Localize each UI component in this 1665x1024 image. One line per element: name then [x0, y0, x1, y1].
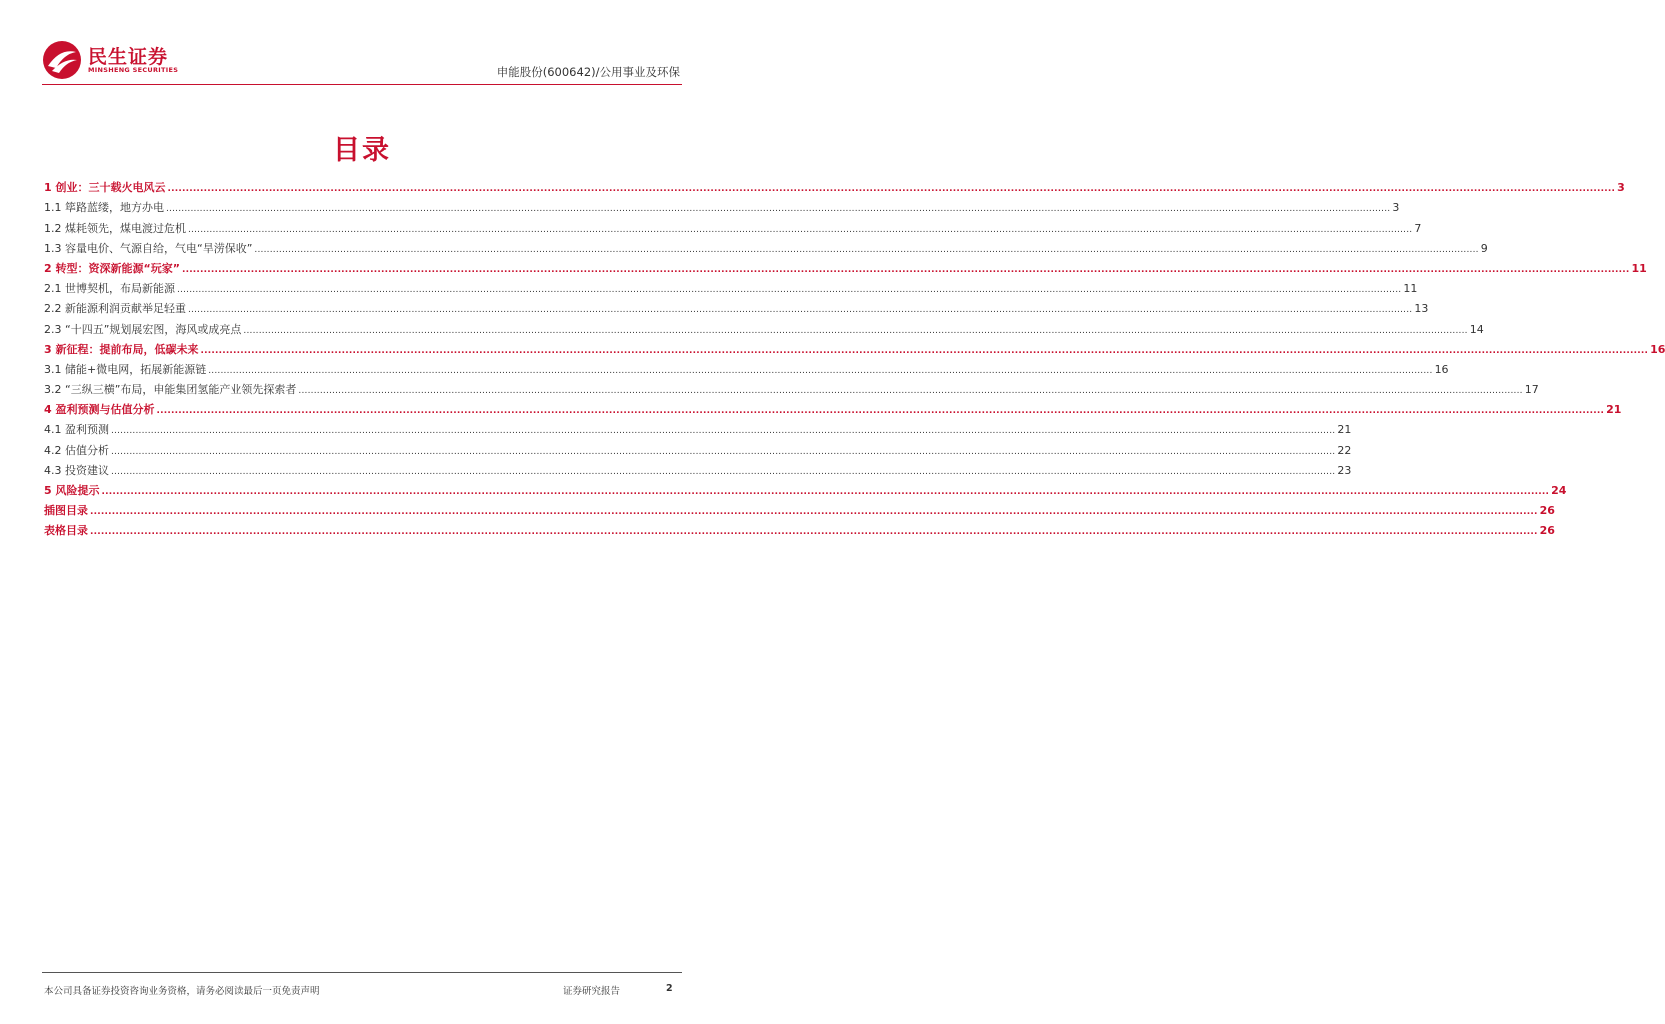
- toc-dot-leader: ................................................................................................................................................................................................................................................................................................................................................................................................................: [243, 325, 1468, 336]
- toc-section-entry[interactable]: [44, 478, 1567, 498]
- toc-subsection-entry[interactable]: [44, 357, 1449, 377]
- toc-entry-page: 16: [1434, 362, 1449, 376]
- toc-dot-leader: ................................................................................................................................................................................................................................................................................................................................................................................................................: [254, 244, 1479, 255]
- toc-entry-label: 1 创业：三十载火电风云: [44, 181, 166, 195]
- toc-subsection-entry[interactable]: [44, 377, 1539, 397]
- toc-dot-leader: ................................................................................................................................................................................................................................................................................................................................................................................................................: [188, 224, 1413, 235]
- toc-entry-label: 2.3 “十四五”规划展宏图，海风或成亮点: [44, 322, 242, 336]
- toc-dot-leader: ................................................................................................................................................................................................................................................................................................................................................................................................................: [111, 446, 1336, 457]
- toc-entry-page: 3: [1617, 181, 1625, 195]
- toc-dot-leader: ................................................................................................................................................................................................................................................................................................................................................................................................................: [208, 365, 1433, 376]
- toc-dot-leader: ................................................................................................................................................................................................................................................................................................................................................................................................................: [167, 184, 1616, 195]
- toc-dot-leader: ................................................................................................................................................................................................................................................................................................................................................................................................................: [200, 345, 1649, 356]
- toc-entry-label: 5 风险提示: [44, 484, 100, 497]
- toc-entry-page: 17: [1524, 383, 1539, 397]
- toc-dot-leader: ................................................................................................................................................................................................................................................................................................................................................................................................................: [101, 487, 1550, 497]
- footer-report-type: 证券研究报告: [563, 986, 621, 997]
- page-title: 目录: [333, 135, 391, 166]
- toc-entry-page: 24: [1551, 484, 1567, 497]
- toc-entry-page: 7: [1414, 221, 1422, 235]
- toc-entry-label: 1.1 筚路蓝缕，地方办电: [44, 201, 164, 215]
- toc-entry-page: 9: [1480, 241, 1488, 255]
- page-header: [0, 0, 724, 90]
- report-meta: 申能股份(600642)/公用事业及环保: [496, 65, 680, 79]
- toc-subsection-entry[interactable]: [44, 236, 1488, 256]
- toc-section-entry[interactable]: [44, 397, 1622, 417]
- toc-subsection-entry[interactable]: [44, 296, 1429, 316]
- toc-entry-label: 1.2 煤耗领先，煤电渡过危机: [44, 221, 186, 235]
- toc-section-entry[interactable]: [44, 498, 1555, 518]
- toc-entry-page: 21: [1606, 403, 1622, 417]
- toc-entry-label: 3 新征程：提前布局，低碳未来: [44, 342, 199, 356]
- table-of-contents: [44, 175, 1665, 538]
- toc-dot-leader: ................................................................................................................................................................................................................................................................................................................................................................................................................: [181, 264, 1630, 275]
- toc-section-entry[interactable]: [44, 256, 1647, 276]
- toc-entry-page: 13: [1414, 302, 1429, 316]
- toc-subsection-entry[interactable]: [44, 437, 1352, 457]
- toc-dot-leader: ................................................................................................................................................................................................................................................................................................................................................................................................................: [188, 305, 1413, 316]
- toc-section-entry[interactable]: [44, 337, 1665, 357]
- toc-entry-page: 22: [1337, 443, 1352, 457]
- toc-entry-page: 3: [1392, 201, 1400, 215]
- toc-entry-page: 26: [1539, 504, 1555, 518]
- toc-section-entry[interactable]: [44, 175, 1625, 195]
- toc-dot-leader: ................................................................................................................................................................................................................................................................................................................................................................................................................: [111, 426, 1336, 437]
- toc-entry-label: 2 转型：资深新能源“玩家”: [44, 261, 180, 275]
- toc-dot-leader: ................................................................................................................................................................................................................................................................................................................................................................................................................: [90, 527, 1538, 538]
- toc-entry-label: 1.3 容量电价、气源自给，气电“旱涝保收”: [44, 241, 253, 255]
- page-number: 2: [666, 983, 673, 994]
- toc-entry-label: 表格目录: [44, 524, 88, 538]
- toc-entry-page: 23: [1337, 463, 1352, 477]
- toc-dot-leader: ................................................................................................................................................................................................................................................................................................................................................................................................................: [166, 204, 1391, 215]
- toc-entry-page: 21: [1337, 423, 1352, 437]
- brand-name-en: MINSHENG SECURITIES: [88, 66, 179, 74]
- toc-subsection-entry[interactable]: [44, 276, 1418, 296]
- toc-entry-page: 14: [1469, 322, 1484, 336]
- toc-entry-label: 2.2 新能源利润贡献举足轻重: [44, 302, 186, 316]
- toc-entry-page: 26: [1539, 524, 1555, 538]
- toc-entry-label: 3.1 储能+微电网，拓展新能源链: [44, 362, 207, 376]
- toc-subsection-entry[interactable]: [44, 417, 1352, 437]
- minsheng-logo-icon: [42, 40, 82, 80]
- toc-dot-leader: ................................................................................................................................................................................................................................................................................................................................................................................................................: [298, 386, 1523, 397]
- toc-entry-label: 3.2 “三纵三横”布局，申能集团氢能产业领先探索者: [44, 383, 297, 397]
- brand-name: 民生证券: [88, 46, 169, 68]
- toc-subsection-entry[interactable]: [44, 195, 1400, 215]
- toc-entry-page: 16: [1650, 342, 1665, 356]
- toc-dot-leader: ................................................................................................................................................................................................................................................................................................................................................................................................................: [177, 285, 1402, 296]
- toc-entry-label: 2.1 世博契机，布局新能源: [44, 282, 175, 296]
- toc-dot-leader: ................................................................................................................................................................................................................................................................................................................................................................................................................: [111, 466, 1336, 477]
- toc-subsection-entry[interactable]: [44, 316, 1484, 336]
- footer-disclaimer: 本公司具备证券投资咨询业务资格，请务必阅读最后一页免责声明: [44, 986, 320, 997]
- toc-entry-label: 插图目录: [44, 504, 88, 518]
- toc-dot-leader: ................................................................................................................................................................................................................................................................................................................................................................................................................: [90, 507, 1538, 518]
- toc-entry-label: 4.2 估值分析: [44, 443, 109, 457]
- footer-divider: [42, 972, 682, 973]
- toc-entry-page: 11: [1631, 261, 1647, 275]
- header-divider: [42, 84, 682, 85]
- toc-entry-label: 4.1 盈利预测: [44, 423, 109, 437]
- toc-entry-label: 4 盈利预测与估值分析: [44, 403, 155, 417]
- toc-dot-leader: ................................................................................................................................................................................................................................................................................................................................................................................................................: [156, 406, 1605, 417]
- toc-section-entry[interactable]: [44, 518, 1555, 538]
- toc-entry-page: 11: [1403, 282, 1418, 296]
- toc-subsection-entry[interactable]: [44, 458, 1352, 478]
- toc-subsection-entry[interactable]: [44, 215, 1422, 235]
- toc-entry-label: 4.3 投资建议: [44, 463, 109, 477]
